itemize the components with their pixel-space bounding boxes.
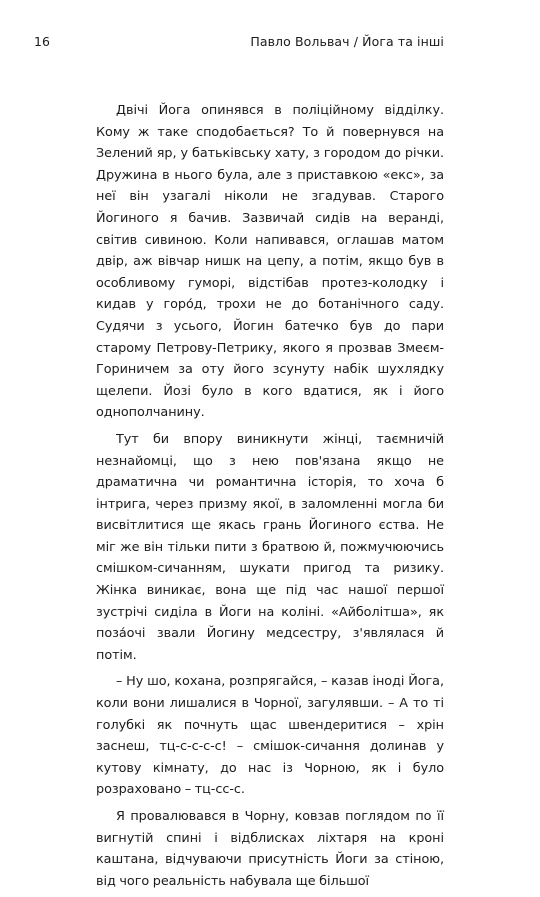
running-head: Павло Вольвач / Йога та інші [250, 34, 444, 49]
page-header [34, 34, 444, 50]
paragraph: – Ну шо, кохана, розпрягайся, – казав іноді Йога, коли вони лишалися в Чорної, загулявши. – А то ті голубкі як почнуть щас швендеритися – хрін заснеш, тц-с-с-с-с! – смішок-сичання долинав у кутову кімнату, до нас із Чорною, як і було розраховано – тц-сс-с. [96, 674, 444, 798]
paragraph: Тут би впору виникнути жінці, таємничій незнайомці, що з нею пов'язана якщо не драматична чи романтична історія, то хоча б інтрига, через призму якої, в заломленні могла би висвітлитися ще якась грань Йогиного єства. Не міг же він тільки пити з братвою й, пожмучюючись смішком-сичанням, шукати пригод та ризику. Жінка виникає, вона ще під час нашої першої зустрічі сиділа в Йоги на коліні. «Айболітша», як поза́очі звали Йогину медсестру, з'являлася й потім. [96, 431, 444, 663]
paragraph: Двічі Йога опинявся в поліційному відділку. Кому ж таке сподобається? То й повернувся на Зелений яр, у батьківську хату, з городом до річки. Дружина в нього була, але з приставкою «екс», за неї він узагалі ніколи не згадував. Старого Йогиного я бачив. Зазвичай сидів на веранді, світив сивиною. Коли напивався, оглашав матом двір, аж вівчар нишк на цепу, а потім, якщо був в особливому гуморі, відстібав протез-колодку і кидав у горо́д, трохи не до ботанічного саду. Судячи з усього, Йогин батечко був до пари старому Петрову-Петрику, якого я прозвав Змеєм-Гориничем за оту його зсунуту набік шухлядку щелепи. Йозі було в кого вдатися, як і його однополчанину. [96, 103, 444, 421]
page-number: 16 [34, 34, 50, 49]
paragraph: Я провалювався в Чорну, ковзав поглядом по її вигнутій спині і відблисках ліхтаря на кроні каштана, відчуваючи присутність Йоги за стіною, від чого реальність набувала ще більшої [96, 809, 444, 889]
body-text [96, 100, 444, 897]
